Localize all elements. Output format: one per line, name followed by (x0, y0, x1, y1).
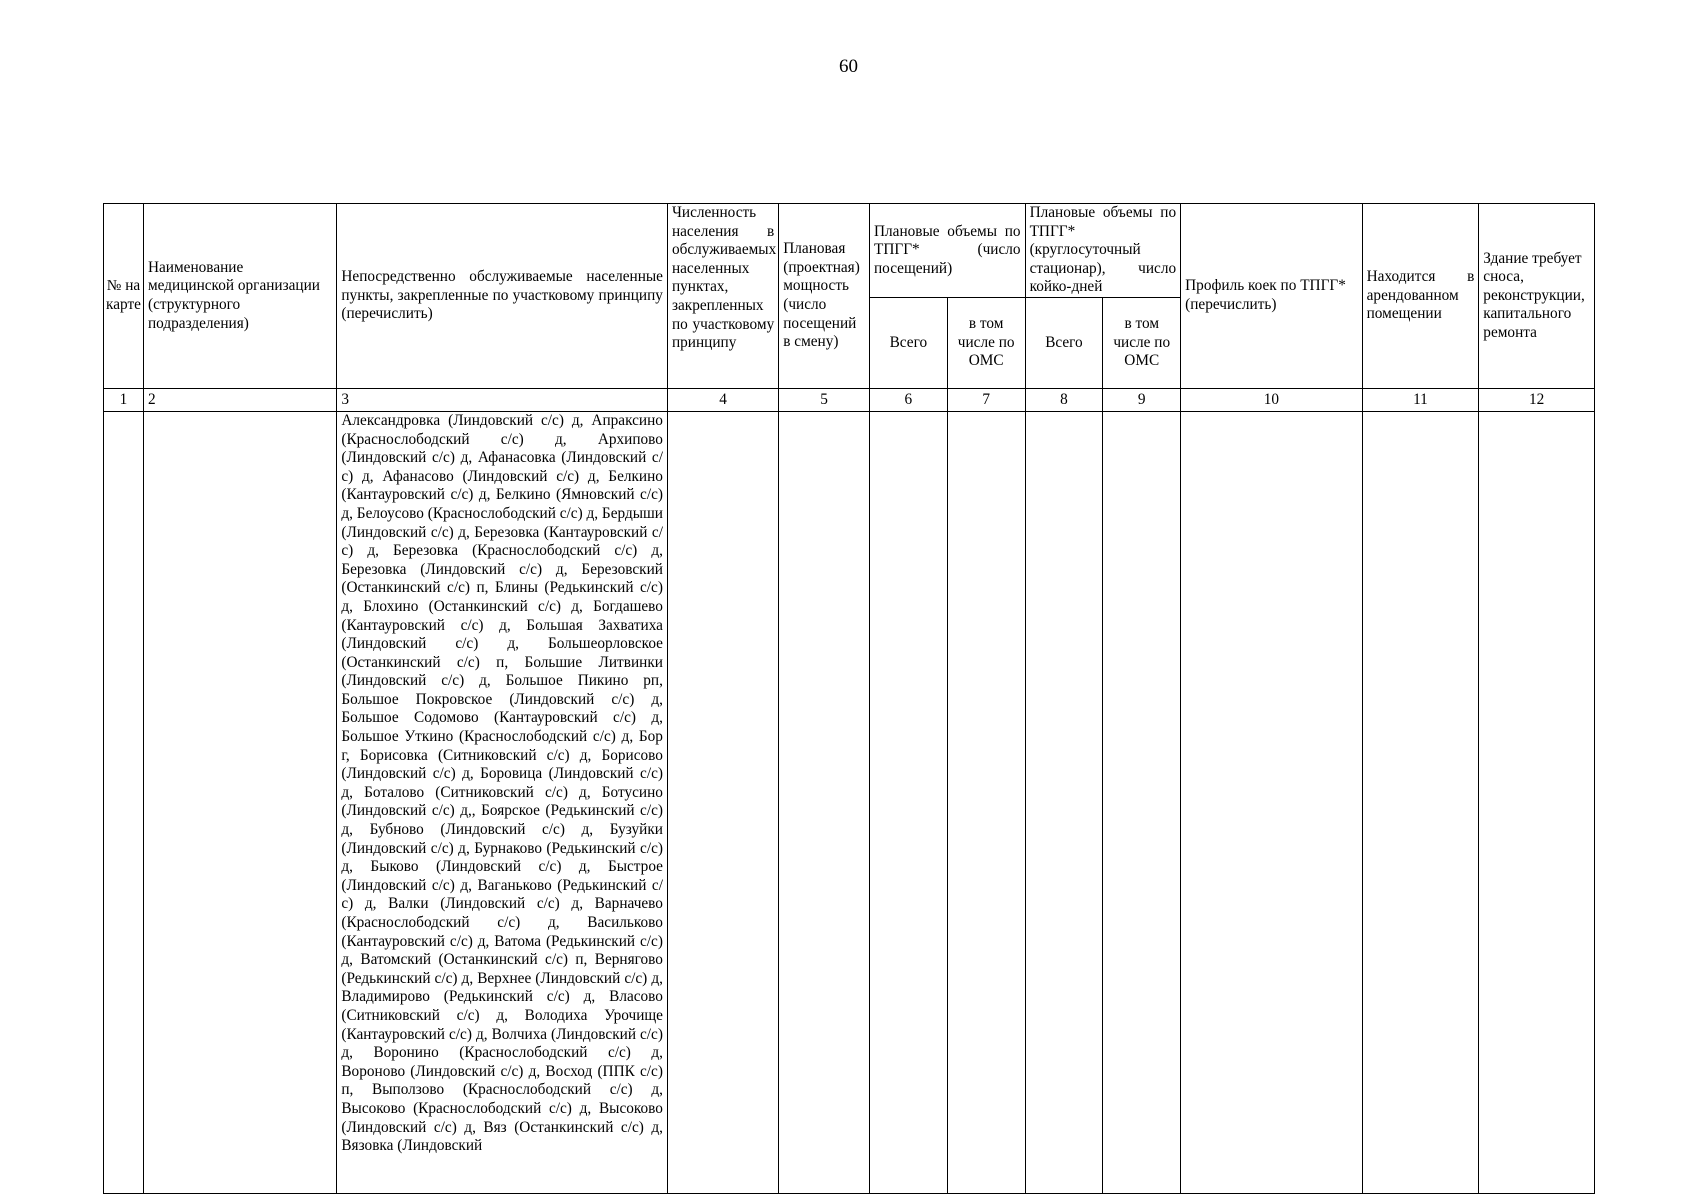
cell-population (667, 411, 778, 1193)
column-numbers-row (104, 388, 1595, 411)
header-organization-name: Наименование медицинской организации (структурного подразделения) (143, 204, 336, 389)
header-planned-bed-days: Плановые объемы по ТПГГ* (круглосуточный стационар), число койко-дней (1025, 204, 1181, 298)
column-number: 3 (337, 388, 668, 411)
page-number: 60 (839, 56, 858, 77)
header-beds-oms: в том числе по ОМС (1103, 297, 1181, 388)
header-beds-total: Всего (1025, 297, 1103, 388)
cell-rented (1362, 411, 1479, 1193)
header-planned-capacity: Плановая (проектная) мощность (число посещений в смену) (779, 204, 870, 389)
column-number: 2 (143, 388, 336, 411)
column-number: 6 (869, 388, 947, 411)
column-number: 8 (1025, 388, 1103, 411)
header-visits-oms: в том числе по ОМС (947, 297, 1025, 388)
cell-visits-oms (947, 411, 1025, 1193)
header-served-settlements: Непосредственно обслуживаемые населенные пункты, закрепленные по участковому принципу (перечислить) (337, 204, 668, 389)
cell-beds-oms (1103, 411, 1181, 1193)
column-number: 4 (667, 388, 778, 411)
cell-bed-profile (1181, 411, 1363, 1193)
cell-capacity (779, 411, 870, 1193)
settlements-text: Александровка (Линдовский с/с) д, Апраксино (Краснослободский с/с) д, Архипово (Линдовский с/с) д, Афанасовка (Линдовский с/с) д, Афанасово (Линдовский с/с) д, Белкино (Кантауровский с/с) д, Белкино (Ямновский с/с) д, Белоусово (Краснослободский с/с) д, Бердыши (Линдовский с/с) д, Березовка (Кантауровский с/с) д, Березовка (Краснослободский с/с) д, Березовка (Линдовский с/с) д, Березовский (Останкинский с/с) п, Блины (Редькинский с/с) д, Блохино (Останкинский с/с) д, Богдашево (Кантауровский с/с) д, Большая Захватиха (Линдовский с/с) д, Большеорловское (Останкинский с/с) п, Большие Литвинки (Линдовский с/с) д, Большое Пикино рп, Большое Покровское (Линдовский с/с) д, Большое Содомово (Кантауровский с/с) д, Большое Уткино (Краснослободский с/с) д, Бор г, Борисовка (Ситниковский с/с) д, Борисово (Линдовский с/с) д, Боровица (Линдовский с/с) д, Боталово (Ситниковский с/с) д, Ботусино (Линдовский с/с) д,, Боярское (Редькинский с/с) д, Бубново (Линдовский с/с) д, Бузуйки (Линдовский с/с) д, Бурнаково (Редькинский с/с) д, Быково (Линдовский с/с) д, Быстрое (Линдовский с/с) д, Ваганьково (Редькинский с/с) д, Валки (Линдовский с/с) д, Варначево (Краснослободский с/с) д, Васильково (Кантауровский с/с) д, Ватома (Редькинский с/с) д, Ватомский (Останкинский с/с) п, Вернягово (Редькинский с/с) д, Верхнее (Линдовский с/с) д, Владимирово (Редькинский с/с) д, Власово (Ситниковский с/с) д, Володиха Урочище (Кантауровский с/с) д, Волчиха (Линдовский с/с) д, Воронино (Краснослободский с/с) д, Вороново (Линдовский с/с) д, Восход (ППК с/с) п, Выползово (Краснослободский с/с) д, Высоково (Краснослободский с/с) д, Высоково (Линдовский с/с) д, Вяз (Останкинский с/с) д, Вязовка (Линдовский (341, 411, 663, 1155)
header-bed-profile: Профиль коек по ТПГГ* (перечислить) (1181, 204, 1363, 389)
cell-beds-total (1025, 411, 1103, 1193)
header-rented-premises: Находится в арендованном помещении (1362, 204, 1479, 389)
cell-visits-total (869, 411, 947, 1193)
header-number-on-map: № на карте (104, 204, 144, 389)
header-building-repair: Здание требует сноса, реконструкции, капитального ремонта (1479, 204, 1595, 389)
column-number: 12 (1479, 388, 1595, 411)
cell-number (104, 411, 144, 1193)
cell-settlements (337, 411, 668, 1193)
column-number: 10 (1181, 388, 1363, 411)
table-row (104, 411, 1595, 1193)
cell-repair (1479, 411, 1595, 1193)
facilities-table (103, 203, 1595, 1194)
column-number: 7 (947, 388, 1025, 411)
column-number: 1 (104, 388, 144, 411)
header-planned-visits: Плановые объемы по ТПГГ* (число посещений) (869, 204, 1025, 298)
cell-organization (143, 411, 336, 1193)
column-number: 5 (779, 388, 870, 411)
column-number: 11 (1362, 388, 1479, 411)
header-visits-total: Всего (869, 297, 947, 388)
column-number: 9 (1103, 388, 1181, 411)
header-population: Численность населения в обслуживаемых населенных пунктах, закрепленных по участковому принципу (667, 204, 778, 389)
